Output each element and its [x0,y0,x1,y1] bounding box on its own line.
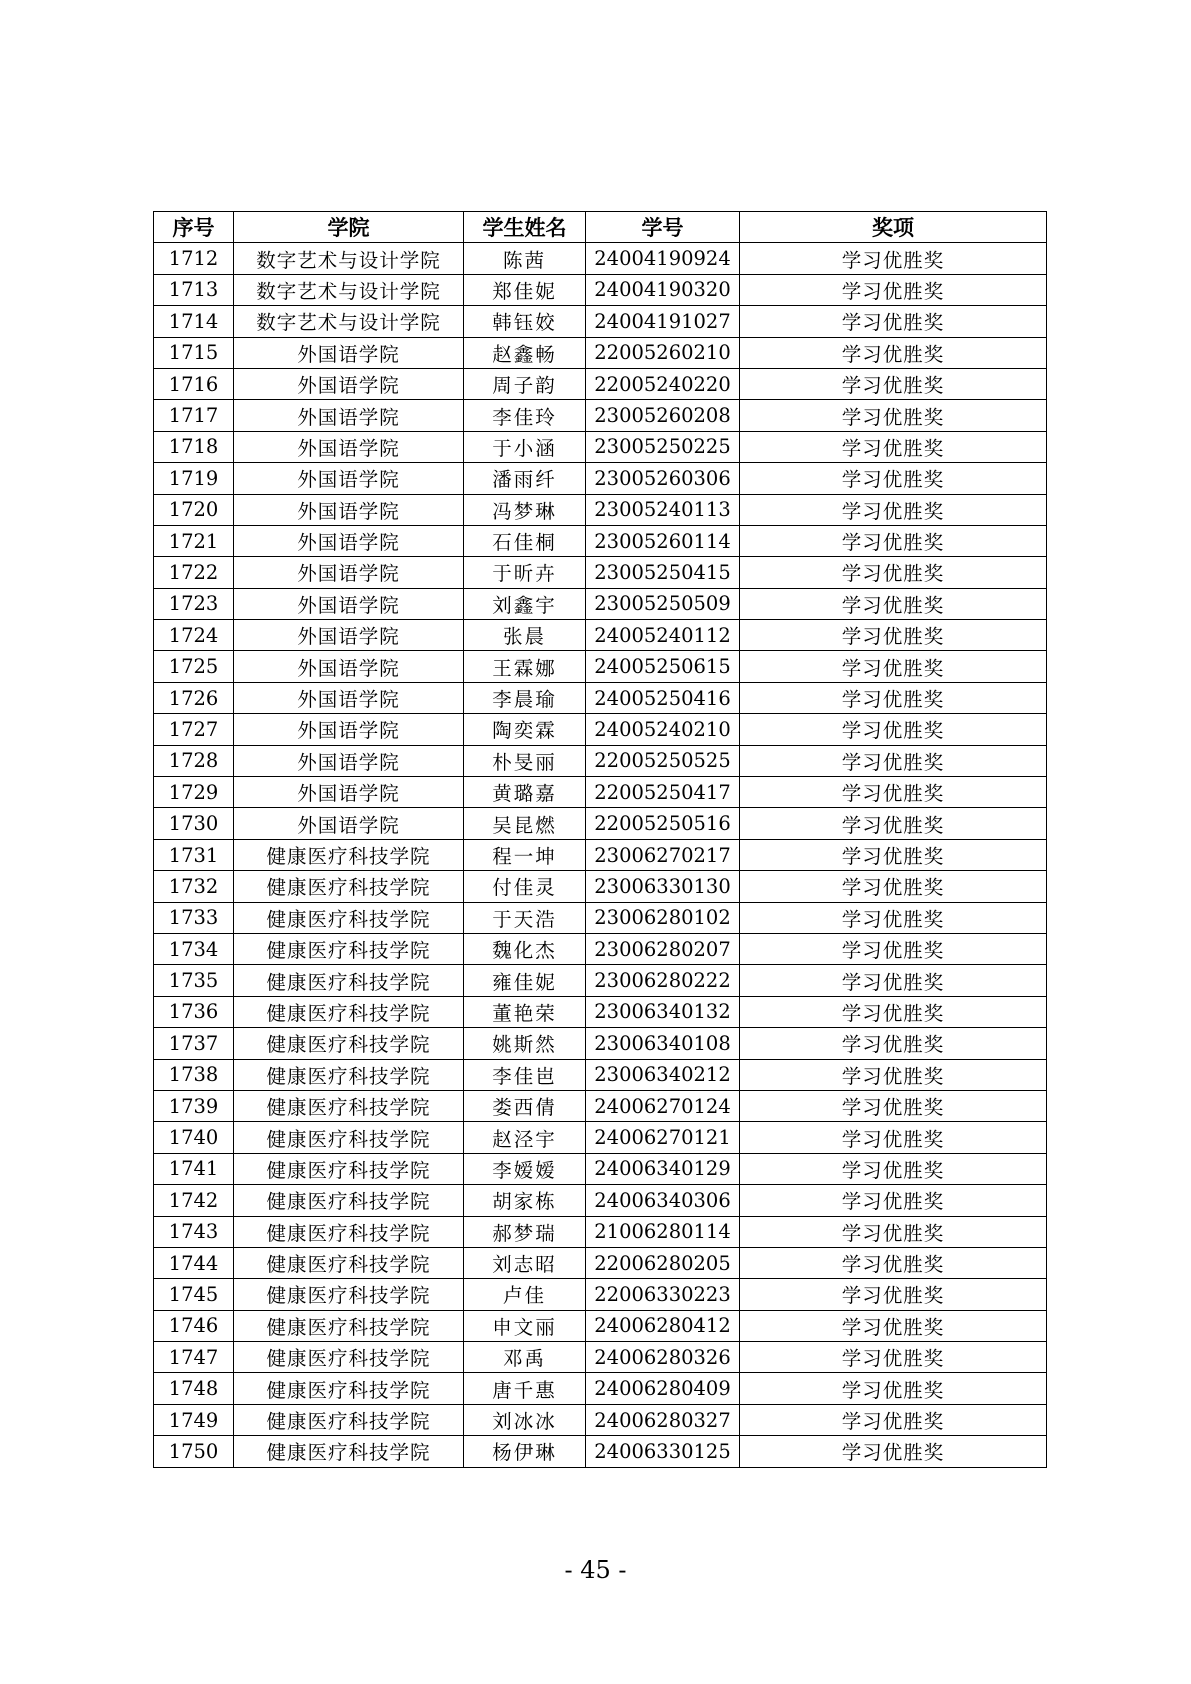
table-row [154,1122,1047,1153]
header-award: 奖项 [740,212,1047,243]
row-index: 1717 [154,400,234,431]
row-award: 学习优胜奖 [740,1028,1047,1059]
row-index: 1728 [154,745,234,776]
row-student-id: 24006330125 [586,1436,740,1467]
row-index: 1720 [154,494,234,525]
table-row [154,1153,1047,1184]
table-row [154,996,1047,1027]
row-student-name: 邓禹 [464,1342,586,1373]
row-college: 健康医疗科技学院 [234,1373,464,1404]
row-college: 健康医疗科技学院 [234,1310,464,1341]
row-college: 外国语学院 [234,808,464,839]
row-student-name: 李嫒嫒 [464,1153,586,1184]
row-student-name: 李佳岜 [464,1059,586,1090]
row-award: 学习优胜奖 [740,400,1047,431]
table-row [154,274,1047,305]
table-row [154,620,1047,651]
row-student-name: 唐千惠 [464,1373,586,1404]
table-row [154,1247,1047,1278]
row-student-name: 娄西倩 [464,1090,586,1121]
header-student-id: 学号 [586,212,740,243]
row-college: 外国语学院 [234,337,464,368]
row-student-name: 韩钰姣 [464,306,586,337]
row-index: 1712 [154,243,234,274]
table-row [154,965,1047,996]
row-college: 健康医疗科技学院 [234,933,464,964]
row-student-name: 申文丽 [464,1310,586,1341]
table-row [154,1028,1047,1059]
row-student-id: 24005240210 [586,714,740,745]
row-award: 学习优胜奖 [740,1122,1047,1153]
row-index: 1736 [154,996,234,1027]
row-index: 1749 [154,1404,234,1435]
row-award: 学习优胜奖 [740,902,1047,933]
row-college: 外国语学院 [234,557,464,588]
row-student-name: 郝梦瑞 [464,1216,586,1247]
table-body [154,243,1047,1467]
row-award: 学习优胜奖 [740,745,1047,776]
row-college: 外国语学院 [234,714,464,745]
row-college: 外国语学院 [234,682,464,713]
row-index: 1745 [154,1279,234,1310]
row-college: 健康医疗科技学院 [234,1279,464,1310]
row-index: 1724 [154,620,234,651]
row-index: 1727 [154,714,234,745]
row-student-id: 23006280222 [586,965,740,996]
row-student-name: 胡家栋 [464,1185,586,1216]
row-college: 健康医疗科技学院 [234,1185,464,1216]
row-student-id: 22005250516 [586,808,740,839]
table-row [154,933,1047,964]
row-student-name: 陶奕霖 [464,714,586,745]
row-index: 1713 [154,274,234,305]
row-award: 学习优胜奖 [740,714,1047,745]
row-college: 数字艺术与设计学院 [234,243,464,274]
row-index: 1740 [154,1122,234,1153]
row-award: 学习优胜奖 [740,243,1047,274]
row-award: 学习优胜奖 [740,1247,1047,1278]
row-college: 外国语学院 [234,494,464,525]
table-row [154,243,1047,274]
row-student-name: 刘志昭 [464,1247,586,1278]
row-student-name: 卢佳 [464,1279,586,1310]
row-college: 健康医疗科技学院 [234,1028,464,1059]
row-student-name: 黄璐嘉 [464,777,586,808]
table-row [154,808,1047,839]
row-index: 1738 [154,1059,234,1090]
row-student-id: 23005260114 [586,525,740,556]
row-student-id: 23005250225 [586,431,740,462]
row-student-name: 潘雨纤 [464,463,586,494]
table-row [154,1342,1047,1373]
row-student-id: 21006280114 [586,1216,740,1247]
table-row [154,902,1047,933]
table-row [154,337,1047,368]
header-student-name: 学生姓名 [464,212,586,243]
row-student-name: 张晨 [464,620,586,651]
row-college: 数字艺术与设计学院 [234,306,464,337]
row-student-id: 22005250525 [586,745,740,776]
row-student-id: 23006270217 [586,839,740,870]
row-index: 1750 [154,1436,234,1467]
table-row [154,306,1047,337]
table-row [154,871,1047,902]
row-award: 学习优胜奖 [740,1185,1047,1216]
row-index: 1741 [154,1153,234,1184]
row-student-name: 吴昆燃 [464,808,586,839]
row-index: 1721 [154,525,234,556]
row-student-id: 22005260210 [586,337,740,368]
row-award: 学习优胜奖 [740,777,1047,808]
row-college: 外国语学院 [234,620,464,651]
table-row [154,1373,1047,1404]
row-student-name: 陈茜 [464,243,586,274]
row-index: 1723 [154,588,234,619]
row-index: 1715 [154,337,234,368]
row-college: 健康医疗科技学院 [234,1153,464,1184]
row-award: 学习优胜奖 [740,588,1047,619]
row-student-id: 24006280409 [586,1373,740,1404]
row-student-name: 赵泾宇 [464,1122,586,1153]
row-student-id: 23005250509 [586,588,740,619]
table-row [154,1059,1047,1090]
table-row [154,651,1047,682]
row-index: 1722 [154,557,234,588]
row-index: 1719 [154,463,234,494]
table-row [154,525,1047,556]
row-student-id: 24006280327 [586,1404,740,1435]
table-row [154,1279,1047,1310]
row-student-id: 24004190924 [586,243,740,274]
row-student-name: 李晨瑜 [464,682,586,713]
table-row [154,400,1047,431]
row-college: 外国语学院 [234,400,464,431]
table-row [154,1310,1047,1341]
table-row [154,494,1047,525]
table-row [154,463,1047,494]
row-award: 学习优胜奖 [740,808,1047,839]
row-award: 学习优胜奖 [740,1436,1047,1467]
row-student-name: 于小涵 [464,431,586,462]
row-award: 学习优胜奖 [740,996,1047,1027]
header-index: 序号 [154,212,234,243]
row-college: 健康医疗科技学院 [234,1059,464,1090]
row-student-id: 24005250615 [586,651,740,682]
row-student-name: 石佳桐 [464,525,586,556]
table-row [154,777,1047,808]
row-college: 外国语学院 [234,588,464,619]
table-row [154,745,1047,776]
table-row [154,1404,1047,1435]
row-index: 1726 [154,682,234,713]
row-award: 学习优胜奖 [740,1153,1047,1184]
row-student-name: 于昕卉 [464,557,586,588]
row-college: 健康医疗科技学院 [234,1247,464,1278]
row-index: 1747 [154,1342,234,1373]
row-index: 1746 [154,1310,234,1341]
row-index: 1734 [154,933,234,964]
table-row [154,682,1047,713]
row-student-id: 24006280326 [586,1342,740,1373]
row-student-id: 24006340129 [586,1153,740,1184]
row-college: 外国语学院 [234,525,464,556]
row-student-id: 23005240113 [586,494,740,525]
table-row [154,1185,1047,1216]
row-student-id: 22006280205 [586,1247,740,1278]
row-award: 学习优胜奖 [740,839,1047,870]
row-college: 健康医疗科技学院 [234,871,464,902]
row-index: 1730 [154,808,234,839]
row-student-id: 24006270124 [586,1090,740,1121]
row-award: 学习优胜奖 [740,1279,1047,1310]
table-row [154,431,1047,462]
row-student-id: 24004190320 [586,274,740,305]
row-college: 健康医疗科技学院 [234,1436,464,1467]
row-student-name: 姚斯然 [464,1028,586,1059]
row-index: 1743 [154,1216,234,1247]
row-index: 1735 [154,965,234,996]
row-student-id: 23006340108 [586,1028,740,1059]
row-student-name: 董艳荣 [464,996,586,1027]
row-award: 学习优胜奖 [740,463,1047,494]
header-college: 学院 [234,212,464,243]
row-college: 外国语学院 [234,431,464,462]
row-student-name: 刘冰冰 [464,1404,586,1435]
row-award: 学习优胜奖 [740,933,1047,964]
row-student-name: 杨伊琳 [464,1436,586,1467]
row-college: 外国语学院 [234,777,464,808]
row-award: 学习优胜奖 [740,1342,1047,1373]
row-award: 学习优胜奖 [740,651,1047,682]
row-student-name: 魏化杰 [464,933,586,964]
row-student-id: 23006340132 [586,996,740,1027]
row-award: 学习优胜奖 [740,1059,1047,1090]
row-college: 数字艺术与设计学院 [234,274,464,305]
table-row [154,557,1047,588]
row-award: 学习优胜奖 [740,1404,1047,1435]
row-college: 健康医疗科技学院 [234,965,464,996]
row-award: 学习优胜奖 [740,1373,1047,1404]
row-index: 1729 [154,777,234,808]
row-award: 学习优胜奖 [740,494,1047,525]
row-award: 学习优胜奖 [740,431,1047,462]
row-index: 1748 [154,1373,234,1404]
row-student-id: 24006280412 [586,1310,740,1341]
row-index: 1732 [154,871,234,902]
row-student-name: 郑佳妮 [464,274,586,305]
row-award: 学习优胜奖 [740,682,1047,713]
table-row [154,1090,1047,1121]
table-row [154,1216,1047,1247]
row-student-id: 24005240112 [586,620,740,651]
row-college: 健康医疗科技学院 [234,1122,464,1153]
row-award: 学习优胜奖 [740,557,1047,588]
row-student-name: 付佳灵 [464,871,586,902]
row-college: 健康医疗科技学院 [234,1404,464,1435]
row-student-id: 22005250417 [586,777,740,808]
row-student-name: 程一坤 [464,839,586,870]
row-student-id: 24006270121 [586,1122,740,1153]
row-index: 1742 [154,1185,234,1216]
row-index: 1737 [154,1028,234,1059]
table-row [154,588,1047,619]
row-student-name: 周子韵 [464,368,586,399]
row-student-name: 于天浩 [464,902,586,933]
row-student-name: 冯梦琳 [464,494,586,525]
row-student-id: 23006340212 [586,1059,740,1090]
row-index: 1725 [154,651,234,682]
table-row [154,1436,1047,1467]
row-student-name: 雍佳妮 [464,965,586,996]
row-student-id: 23005250415 [586,557,740,588]
row-award: 学习优胜奖 [740,368,1047,399]
row-award: 学习优胜奖 [740,871,1047,902]
row-index: 1739 [154,1090,234,1121]
row-index: 1714 [154,306,234,337]
row-award: 学习优胜奖 [740,274,1047,305]
row-college: 健康医疗科技学院 [234,1090,464,1121]
row-college: 健康医疗科技学院 [234,902,464,933]
row-college: 外国语学院 [234,463,464,494]
row-index: 1733 [154,902,234,933]
row-award: 学习优胜奖 [740,620,1047,651]
row-college: 外国语学院 [234,651,464,682]
row-student-id: 22005240220 [586,368,740,399]
row-college: 健康医疗科技学院 [234,996,464,1027]
table-row [154,714,1047,745]
row-award: 学习优胜奖 [740,1216,1047,1247]
row-student-id: 22006330223 [586,1279,740,1310]
row-student-id: 23005260306 [586,463,740,494]
row-index: 1716 [154,368,234,399]
row-college: 健康医疗科技学院 [234,1342,464,1373]
row-student-name: 刘鑫宇 [464,588,586,619]
row-student-id: 23006330130 [586,871,740,902]
row-student-id: 24004191027 [586,306,740,337]
row-college: 外国语学院 [234,368,464,399]
table-row [154,839,1047,870]
row-award: 学习优胜奖 [740,337,1047,368]
row-award: 学习优胜奖 [740,965,1047,996]
row-award: 学习优胜奖 [740,1310,1047,1341]
row-award: 学习优胜奖 [740,525,1047,556]
row-college: 健康医疗科技学院 [234,1216,464,1247]
row-student-name: 赵鑫畅 [464,337,586,368]
table-header-row [154,212,1047,243]
row-award: 学习优胜奖 [740,306,1047,337]
row-student-name: 李佳玲 [464,400,586,431]
row-college: 健康医疗科技学院 [234,839,464,870]
row-index: 1718 [154,431,234,462]
row-student-name: 王霖娜 [464,651,586,682]
row-student-id: 23005260208 [586,400,740,431]
row-award: 学习优胜奖 [740,1090,1047,1121]
row-index: 1731 [154,839,234,870]
row-student-id: 23006280102 [586,902,740,933]
row-student-id: 23006280207 [586,933,740,964]
row-student-id: 24005250416 [586,682,740,713]
row-college: 外国语学院 [234,745,464,776]
row-student-name: 朴旻丽 [464,745,586,776]
page-number: - 45 - [564,1556,627,1584]
table-row [154,368,1047,399]
row-student-id: 24006340306 [586,1185,740,1216]
row-index: 1744 [154,1247,234,1278]
awards-table [153,211,1047,1468]
